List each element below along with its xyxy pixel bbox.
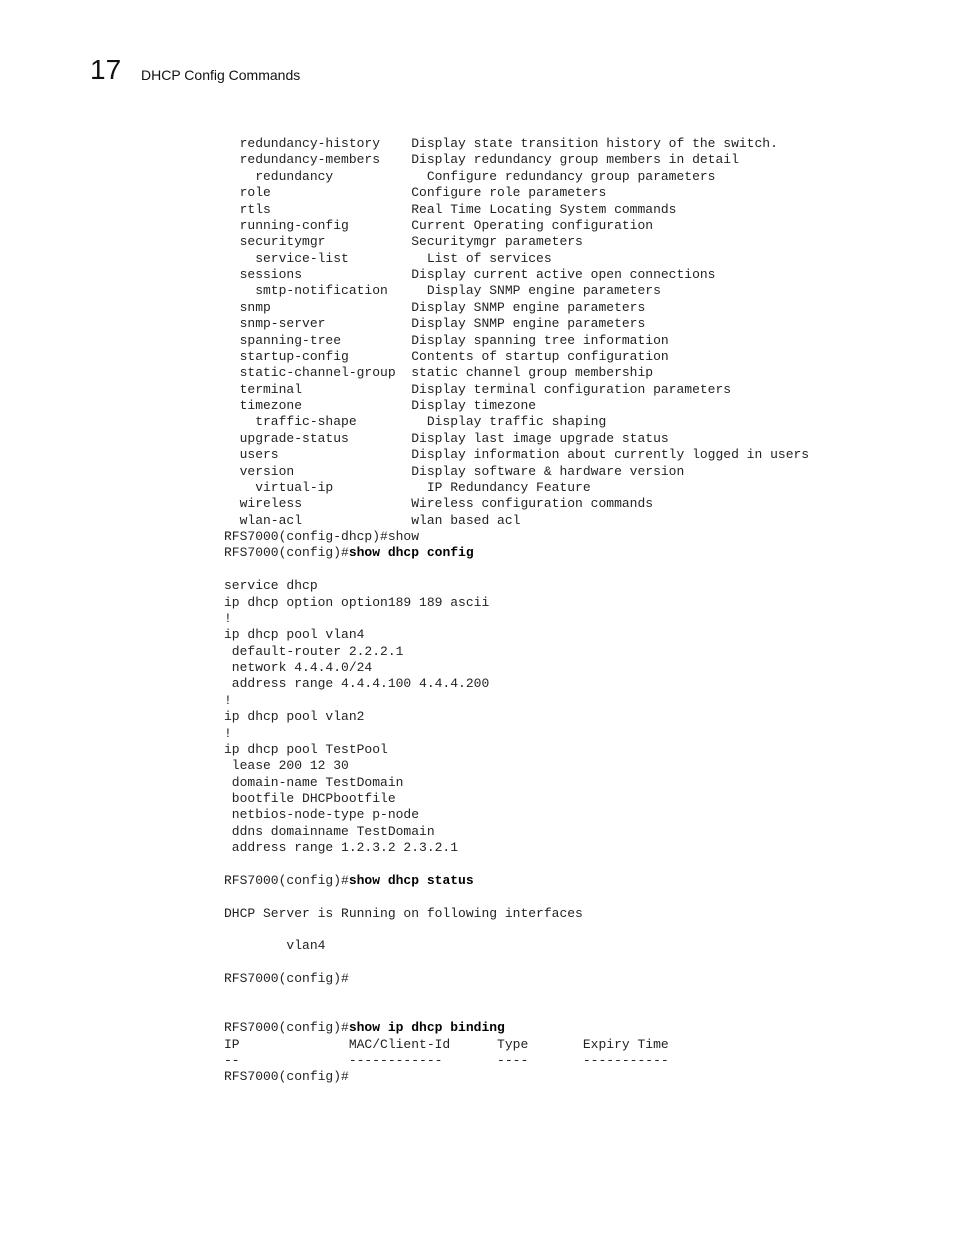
code-text: bootfile DHCPbootfile xyxy=(224,791,396,806)
code-line xyxy=(224,709,809,725)
code-text: smtp-notification Display SNMP engine parameters xyxy=(224,283,661,299)
code-line xyxy=(224,889,809,905)
code-text: address range 1.2.3.2 2.3.2.1 xyxy=(224,840,459,856)
code-text: network 4.4.4.0/24 xyxy=(224,660,373,675)
code-line xyxy=(224,513,809,529)
code-text: RFS7000(config)# xyxy=(224,1020,349,1036)
code-text: redundancy-members Display redundancy group members in detail xyxy=(224,152,739,168)
code-text: terminal Display terminal configuration parameters xyxy=(224,381,732,397)
code-text: default-router 2.2.2.1 xyxy=(224,643,404,659)
code-line xyxy=(224,382,809,398)
code-line xyxy=(224,136,809,152)
code-text: RFS7000(config)# xyxy=(224,971,349,987)
code-text: role Configure role parameters xyxy=(224,185,607,201)
code-line xyxy=(224,611,809,627)
code-line xyxy=(224,365,809,381)
code-line xyxy=(224,267,809,283)
code-text: sessions Display current active open connections xyxy=(224,267,716,282)
code-text: RFS7000(config)# xyxy=(224,545,349,561)
code-line xyxy=(224,693,809,709)
code-line xyxy=(224,1053,809,1069)
code-line xyxy=(224,431,809,447)
code-text: upgrade-status Display last image upgrade status xyxy=(224,430,669,446)
code-text: RFS7000(config)# xyxy=(224,1069,349,1085)
code-line xyxy=(224,775,809,791)
code-line xyxy=(224,562,809,578)
code-line xyxy=(224,922,809,938)
code-line xyxy=(224,251,809,267)
code-text: ddns domainname TestDomain xyxy=(224,823,435,839)
code-text: service dhcp xyxy=(224,578,318,594)
code-text: service-list List of services xyxy=(224,250,552,266)
code-text: DHCP Server is Running on following interfaces xyxy=(224,905,583,921)
code-line xyxy=(224,496,809,512)
code-text: address range 4.4.4.100 4.4.4.200 xyxy=(224,676,490,692)
code-text: spanning-tree Display spanning tree information xyxy=(224,332,669,348)
code-line xyxy=(224,464,809,480)
code-text: vlan4 xyxy=(224,938,326,954)
code-text: snmp Display SNMP engine parameters xyxy=(224,299,646,315)
code-line xyxy=(224,742,809,758)
code-line xyxy=(224,185,809,201)
code-text: ip dhcp pool vlan2 xyxy=(224,709,365,725)
code-text: version Display software & hardware version xyxy=(224,463,685,479)
code-line xyxy=(224,234,809,250)
code-text: ! xyxy=(224,610,232,626)
code-line xyxy=(224,627,809,643)
code-text: users Display information about currently logged in users xyxy=(224,447,810,463)
code-line xyxy=(224,857,809,873)
code-line xyxy=(224,1020,809,1036)
code-line xyxy=(224,480,809,496)
code-line xyxy=(224,824,809,840)
code-text: rtls Real Time Locating System commands xyxy=(224,201,677,217)
code-line xyxy=(224,1069,809,1085)
code-line xyxy=(224,152,809,168)
code-line xyxy=(224,283,809,299)
code-line xyxy=(224,1004,809,1020)
code-text: lease 200 12 30 xyxy=(224,758,349,774)
code-line xyxy=(224,398,809,414)
code-line xyxy=(224,349,809,365)
code-text: startup-config Contents of startup configuration xyxy=(224,348,669,364)
code-line xyxy=(224,414,809,430)
code-line xyxy=(224,316,809,332)
code-text: redundancy Configure redundancy group parameters xyxy=(224,168,716,184)
code-text: netbios-node-type p-node xyxy=(224,807,420,823)
code-text: wlan-acl wlan based acl xyxy=(224,512,521,528)
code-line xyxy=(224,529,809,545)
command-text: show ip dhcp binding xyxy=(348,1020,505,1036)
code-line xyxy=(224,988,809,1004)
code-text: wireless Wireless configuration commands xyxy=(224,496,654,512)
code-text: running-config Current Operating configuration xyxy=(224,217,654,233)
command-text: show dhcp status xyxy=(348,872,474,888)
code-text: RFS7000(config)# xyxy=(224,872,349,888)
code-line xyxy=(224,906,809,922)
code-line xyxy=(224,202,809,218)
code-text: redundancy-history Display state transition history of the switch. xyxy=(224,136,778,151)
code-line xyxy=(224,938,809,954)
code-line xyxy=(224,791,809,807)
code-line xyxy=(224,758,809,774)
code-line xyxy=(224,971,809,987)
code-text: static-channel-group static channel group membership xyxy=(224,365,654,381)
code-block xyxy=(224,136,809,1086)
code-text: traffic-shape Display traffic shaping xyxy=(224,414,607,430)
code-line xyxy=(224,660,809,676)
code-line xyxy=(224,578,809,594)
code-line xyxy=(224,955,809,971)
code-line xyxy=(224,1037,809,1053)
code-text: -- ------------ ---- ----------- xyxy=(224,1053,669,1068)
code-line xyxy=(224,333,809,349)
code-line xyxy=(224,873,809,889)
code-line xyxy=(224,300,809,316)
code-text: ip dhcp option option189 189 ascii xyxy=(224,594,490,610)
code-line xyxy=(224,169,809,185)
code-text: virtual-ip IP Redundancy Feature xyxy=(224,479,591,495)
code-line xyxy=(224,807,809,823)
chapter-title: DHCP Config Commands xyxy=(141,67,301,83)
code-text: IP MAC/Client-Id Type Expiry Time xyxy=(224,1036,669,1052)
code-line xyxy=(224,545,809,561)
code-line xyxy=(224,676,809,692)
code-text: snmp-server Display SNMP engine parameters xyxy=(224,316,646,332)
code-text: securitymgr Securitymgr parameters xyxy=(224,234,583,250)
code-line xyxy=(224,595,809,611)
code-text: RFS7000(config-dhcp)#show xyxy=(224,529,420,544)
code-text: domain-name TestDomain xyxy=(224,774,404,790)
code-line xyxy=(224,644,809,660)
code-text: ip dhcp pool TestPool xyxy=(224,741,388,757)
code-text: ! xyxy=(224,692,232,708)
command-text: show dhcp config xyxy=(348,545,474,561)
code-line xyxy=(224,726,809,742)
code-text: timezone Display timezone xyxy=(224,398,537,413)
code-line xyxy=(224,218,809,234)
code-line xyxy=(224,840,809,856)
chapter-number: 17 xyxy=(90,54,122,85)
code-line xyxy=(224,447,809,463)
code-text: ip dhcp pool vlan4 xyxy=(224,627,365,643)
code-text: ! xyxy=(224,725,232,741)
